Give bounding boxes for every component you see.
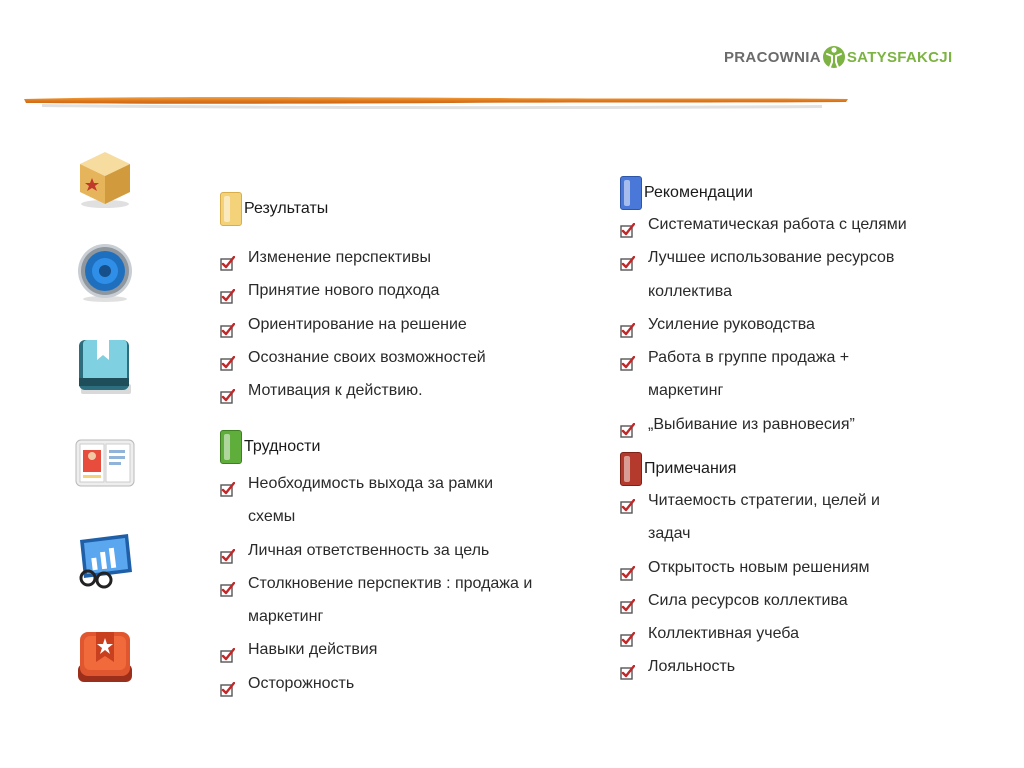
list-item-text: Усиление руководства: [648, 315, 815, 333]
checkbox-checked-icon: [620, 350, 635, 365]
list-item-text: Открытость новым решениям: [648, 558, 870, 576]
list-item: [220, 274, 486, 307]
list-item-text: Мотивация к действию.: [248, 382, 423, 400]
brush-stroke-divider: [22, 88, 852, 112]
checkbox-checked-icon: [220, 676, 235, 691]
section-title-notes: Примечания: [644, 460, 737, 477]
results-list: [220, 241, 486, 407]
list-item: [620, 341, 907, 408]
list-item: [220, 374, 486, 407]
list-item: [220, 241, 486, 274]
list-item: [620, 484, 880, 551]
checkbox-checked-icon: [620, 626, 635, 641]
checkbox-checked-icon: [220, 350, 235, 365]
checkbox-checked-icon: [220, 283, 235, 298]
logo-word-pracownia: PRACOWNIA: [724, 48, 821, 66]
list-item-text: Работа в группе продажа +: [648, 349, 850, 367]
green-tab-icon: [220, 430, 242, 464]
list-item-text: Коллективная учеба: [648, 625, 799, 643]
checkbox-checked-icon: [220, 642, 235, 657]
section-title-recommendations: Рекомендации: [644, 184, 753, 201]
list-item-text: Лучшее использование ресурсов: [648, 249, 895, 267]
logo-figure-icon: [822, 43, 846, 71]
notes-list: [620, 484, 880, 684]
checkbox-checked-icon: [620, 593, 635, 608]
blue-tab-icon: [620, 176, 642, 210]
speaker-icon: [74, 242, 136, 304]
list-item: [220, 308, 486, 341]
checkbox-checked-icon: [220, 576, 235, 591]
list-item: [220, 467, 532, 534]
list-item-text: Личная ответственность за цель: [248, 541, 490, 559]
list-item: [220, 667, 532, 700]
list-item-text: Осторожность: [248, 674, 355, 692]
section-title-results: Результаты: [244, 200, 329, 217]
list-item-text-continued: задач: [648, 525, 691, 543]
brand-logo: [724, 40, 952, 74]
checkbox-checked-icon: [220, 383, 235, 398]
list-item: [620, 208, 907, 241]
yellow-tab-icon: [220, 192, 242, 226]
list-item: [620, 308, 907, 341]
list-item-text: Осознание своих возможностей: [248, 348, 486, 366]
list-item: [620, 241, 907, 308]
difficulties-list: [220, 467, 532, 700]
list-item: [220, 633, 532, 666]
star-bookmark-icon: [74, 626, 136, 688]
checkbox-checked-icon: [620, 250, 635, 265]
red-tab-icon: [620, 452, 642, 486]
list-item: [220, 567, 532, 634]
logo-word-satysfakcji: SATYSFAKCJI: [846, 48, 953, 66]
list-item-text: Читаемость стратегии, целей и: [648, 492, 880, 509]
checkbox-checked-icon: [620, 417, 635, 432]
list-item: [620, 584, 880, 617]
list-item-text-continued: маркетинг: [248, 608, 324, 626]
list-item-text: Сила ресурсов коллектива: [648, 591, 848, 609]
list-item: [620, 650, 880, 683]
list-item-text: Навыки действия: [248, 641, 378, 659]
presentation-icon: [74, 528, 136, 590]
list-item: [220, 534, 532, 567]
checkbox-checked-icon: [620, 317, 635, 332]
list-item-text: Необходимость выхода за рамки: [248, 475, 494, 492]
list-item: [620, 408, 907, 441]
recommendations-list: [620, 208, 907, 441]
checkbox-checked-icon: [620, 217, 635, 232]
list-item-text-continued: схемы: [248, 508, 296, 526]
list-item-text: Столкновение перспектив : продажа и: [248, 574, 533, 592]
checkbox-checked-icon: [620, 560, 635, 575]
checkbox-checked-icon: [220, 476, 235, 491]
checkbox-checked-icon: [220, 317, 235, 332]
book-icon: [74, 338, 136, 400]
list-item: [620, 617, 880, 650]
list-item: [220, 341, 486, 374]
list-item-text: Ориентирование на решение: [248, 315, 467, 333]
list-item-text: „Выбивание из равновесия”: [648, 415, 855, 433]
section-header-recommendations: [620, 176, 753, 210]
list-item-text: Систематическая работа с целями: [648, 216, 907, 233]
section-header-difficulties: [220, 430, 320, 464]
list-item-text: Лояльность: [648, 658, 736, 676]
list-item: [620, 551, 880, 584]
checkbox-checked-icon: [620, 659, 635, 674]
list-item-text-continued: маркетинг: [648, 382, 724, 400]
section-title-difficulties: Трудности: [244, 438, 321, 455]
checkbox-checked-icon: [220, 250, 235, 265]
checkbox-checked-icon: [620, 493, 635, 508]
box-star-icon: [74, 148, 136, 210]
checkbox-checked-icon: [220, 543, 235, 558]
list-item-text: Принятие нового подхода: [248, 282, 440, 300]
list-item-text-continued: коллектива: [648, 282, 732, 300]
address-book-icon: [74, 432, 136, 494]
section-header-results: [220, 192, 328, 226]
list-item-text: Изменение перспективы: [248, 249, 432, 266]
section-header-notes: [620, 452, 736, 486]
